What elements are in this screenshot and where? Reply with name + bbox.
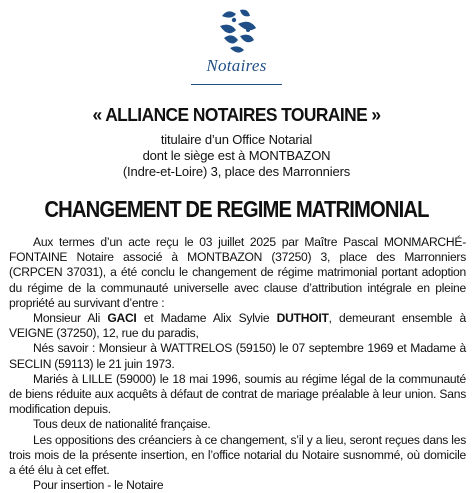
husband-surname: GACI xyxy=(107,311,137,326)
paragraph-spouses xyxy=(9,311,466,341)
paragraph-signature: Pour insertion - le Notaire xyxy=(33,478,164,493)
paragraph-oppositions: Les oppositions des créanciers à ce changement, s’il y a lieu, seront reçues dans les trois mois de la présente insertion, en l’office notarial du Notaire susnommé, où domicile a été élu à cet effet. xyxy=(9,432,466,478)
notice-body xyxy=(9,235,466,493)
logo-underline xyxy=(191,84,282,85)
notaires-logo xyxy=(0,6,473,76)
logo-wordmark: Notaires xyxy=(206,56,267,75)
header-line-2: dont le siège est à MONTBAZON xyxy=(142,148,331,163)
paragraph-act: Aux termes d’un acte reçu le 03 juillet 2025 par Maître Pascal MONMARCHÉ-FONTAINE Notaire associé à MONTBAZON (37250) 3, place des Marronniers (CRPCEN 37031), a été conclu le changement de régime matrimonial portant adoption du régime de la communauté universelle avec clause d’attribution intégrale en pleine propriété au survivant d’entre : xyxy=(9,235,466,310)
wife-surname: DUTHOIT xyxy=(276,311,329,326)
spouses-text-3: , demeurant ensemble à VEIGNE (37250), 12, rue du paradis, xyxy=(9,311,467,341)
header-line-3: (Indre-et-Loire) 3, place des Marronniers xyxy=(122,164,351,179)
header-line-1: titulaire d’un Office Notarial xyxy=(160,132,313,147)
paragraph-marriage: Mariés à LILLE (59000) le 18 mai 1996, soumis au régime légal de la communauté de biens réduite aux acquêts à défaut de contrat de mariage préalable à leur union. Sans modification depuis. xyxy=(9,371,466,417)
paragraph-nationality: Tous deux de nationalité française. xyxy=(33,417,211,432)
organization-name: « ALLIANCE NOTAIRES TOURAINE » xyxy=(92,104,381,125)
spouses-text-2: et Madame Alix Sylvie xyxy=(136,311,277,326)
paragraph-births: Nés savoir : Monsieur à WATTRELOS (59150) le 07 septembre 1969 et Madame à SECLIN (59113) le 21 juin 1973. xyxy=(9,341,466,371)
notaires-emblem-icon xyxy=(212,6,262,58)
spouses-text-1: Monsieur Ali xyxy=(33,311,108,326)
notice-title: CHANGEMENT DE REGIME MATRIMONIAL xyxy=(44,196,429,222)
